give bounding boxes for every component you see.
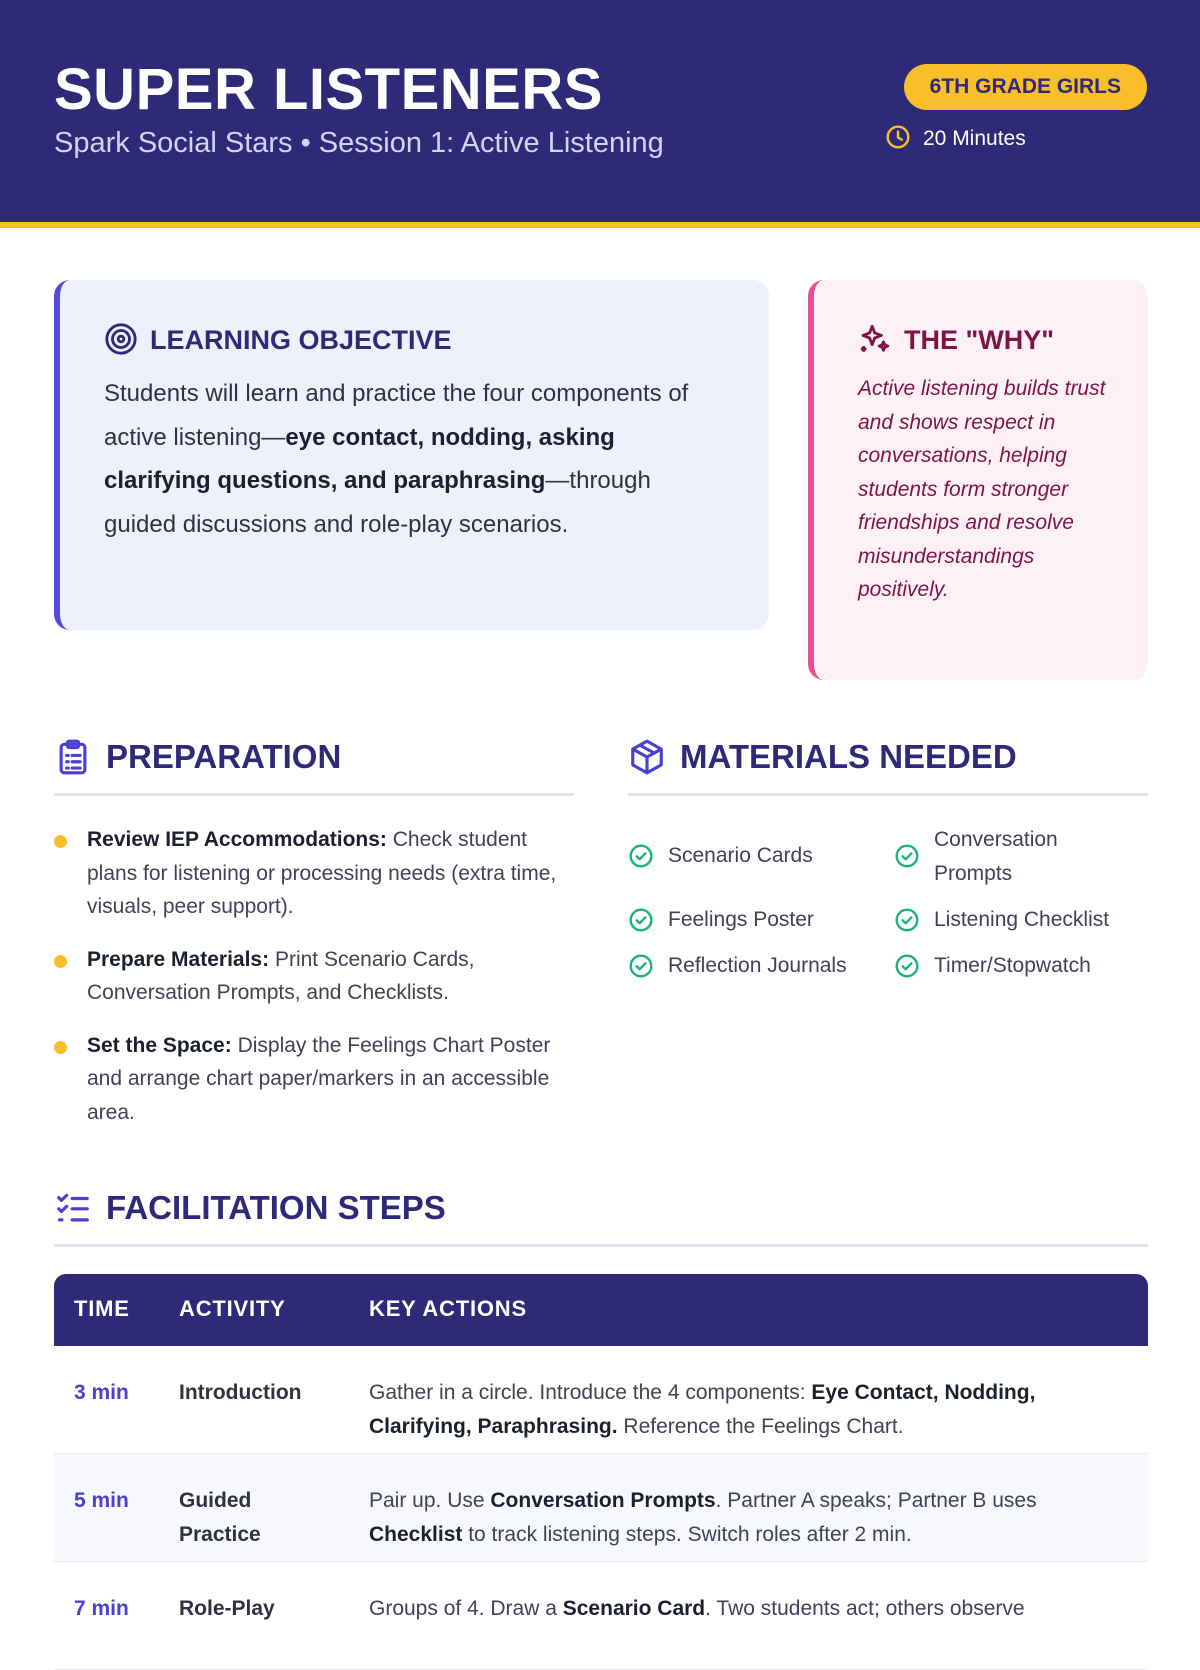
package-icon [628, 738, 666, 776]
table-body [54, 1346, 1148, 1670]
page-title: SUPER LISTENERS [54, 57, 603, 122]
material-label: Feelings Poster [668, 908, 814, 931]
list-item [54, 943, 574, 1010]
grade-badge: 6TH GRADE GIRLS [904, 64, 1147, 110]
prep-item-text: Display the Feelings Chart Poster and arrange chart paper/markers in an accessible area. [87, 1033, 551, 1124]
preparation-heading-label: PREPARATION [106, 738, 342, 775]
objective-text-start: Students will learn and practice the four components of active listening— [104, 380, 689, 451]
key-emphasis: Scenario Card [562, 1597, 706, 1620]
list-item [628, 839, 878, 873]
duration [885, 124, 1026, 154]
clipboard-icon [54, 738, 92, 776]
row-key-actions [369, 1592, 1129, 1626]
facilitation-heading-label: FACILITATION STEPS [106, 1189, 446, 1226]
list-item [894, 823, 1148, 890]
list-item [628, 903, 878, 937]
page-subtitle: Spark Social Stars • Session 1: Active Listening [54, 127, 664, 159]
duration-label: 20 Minutes [923, 127, 1026, 150]
prep-item-text: Check student plans for listening or processing needs (extra time, visuals, peer support). [87, 828, 557, 918]
page-header [0, 0, 1200, 228]
bullet-dot [54, 955, 67, 968]
key-emphasis: Conversation Prompts [490, 1489, 716, 1512]
facilitation-table [54, 1274, 1148, 1670]
material-label: Timer/Stopwatch [934, 954, 1091, 977]
list-item [54, 823, 574, 924]
check-circle-icon [628, 907, 654, 933]
row-time: 7 min [74, 1597, 129, 1620]
row-activity: Guided Practice [179, 1489, 261, 1546]
objective-heading [104, 322, 452, 356]
facilitation-heading [54, 1189, 1148, 1247]
table-row [54, 1454, 1148, 1562]
material-label: Scenario Cards [668, 844, 813, 867]
check-circle-icon [894, 907, 920, 933]
list-item [894, 949, 1148, 983]
why-text: Active listening builds trust and shows respect in conversations, helping students form stronger friendships and resolve misunderstandings positively. [858, 377, 1106, 601]
prep-item-text: Print Scenario Cards, Conversation Prompts, and Checklists. [87, 947, 475, 1004]
why-heading-label: THE "WHY" [904, 325, 1055, 355]
preparation-heading [54, 738, 574, 796]
key-text: Reference the Feelings Chart. [617, 1414, 904, 1438]
key-emphasis: Checklist [369, 1522, 463, 1546]
row-activity: Introduction [179, 1381, 302, 1404]
row-activity: Role-Play [179, 1597, 275, 1620]
table-row [54, 1346, 1148, 1454]
check-circle-icon [894, 843, 920, 869]
objective-text-components: eye contact, nodding, asking clarifying questions, and paraphrasing [104, 423, 615, 494]
checklist-icon [54, 1189, 92, 1227]
objective-heading-label: LEARNING OBJECTIVE [150, 325, 452, 355]
column-header-time: TIME [74, 1296, 130, 1321]
list-item [628, 949, 878, 983]
key-text: Gather in a circle. Introduce the 4 components: [369, 1381, 812, 1404]
list-item [54, 1029, 574, 1130]
prep-item-label: Prepare Materials: [87, 947, 270, 971]
objective-text [104, 372, 704, 546]
objective-text-end: —through guided discussions and role-play scenarios. [104, 467, 651, 538]
material-label: Conversation Prompts [934, 828, 1058, 885]
check-circle-icon [894, 953, 920, 979]
column-header-activity: ACTIVITY [179, 1296, 286, 1321]
key-text: Groups of 4. Draw a [369, 1597, 563, 1620]
key-text: to track listening steps. Switch roles after 2 min. [462, 1522, 912, 1546]
column-header-key-actions: KEY ACTIONS [369, 1296, 527, 1321]
materials-heading [628, 738, 1148, 796]
bullet-dot [54, 1041, 67, 1054]
clock-icon [885, 124, 911, 150]
check-circle-icon [628, 843, 654, 869]
key-text: . Two students act; others observe [705, 1597, 1025, 1620]
preparation-list [54, 823, 574, 1148]
material-label: Listening Checklist [934, 908, 1110, 931]
list-item [894, 903, 1148, 937]
bullet-dot [54, 835, 67, 848]
row-time: 5 min [74, 1489, 129, 1512]
why-heading [858, 322, 1054, 356]
row-key-actions [369, 1376, 1129, 1443]
prep-item-label: Set the Space: [87, 1033, 232, 1057]
materials-heading-label: MATERIALS NEEDED [680, 738, 1017, 775]
table-row [54, 1562, 1148, 1670]
why-card [808, 280, 1148, 680]
key-emphasis: Eye Contact, Nodding, Clarifying, Paraphrasing. [369, 1381, 1036, 1438]
material-label: Reflection Journals [668, 954, 847, 977]
key-text: . Partner A speaks; Partner B uses [715, 1489, 1037, 1512]
prep-item-label: Review IEP Accommodations: [87, 828, 387, 851]
key-text: Pair up. Use [369, 1489, 491, 1512]
sparkles-icon [858, 322, 892, 356]
row-time: 3 min [74, 1381, 129, 1404]
table-header [54, 1274, 1148, 1346]
check-circle-icon [628, 953, 654, 979]
row-key-actions [369, 1484, 1129, 1551]
target-icon [104, 322, 138, 356]
learning-objective-card [54, 280, 769, 630]
